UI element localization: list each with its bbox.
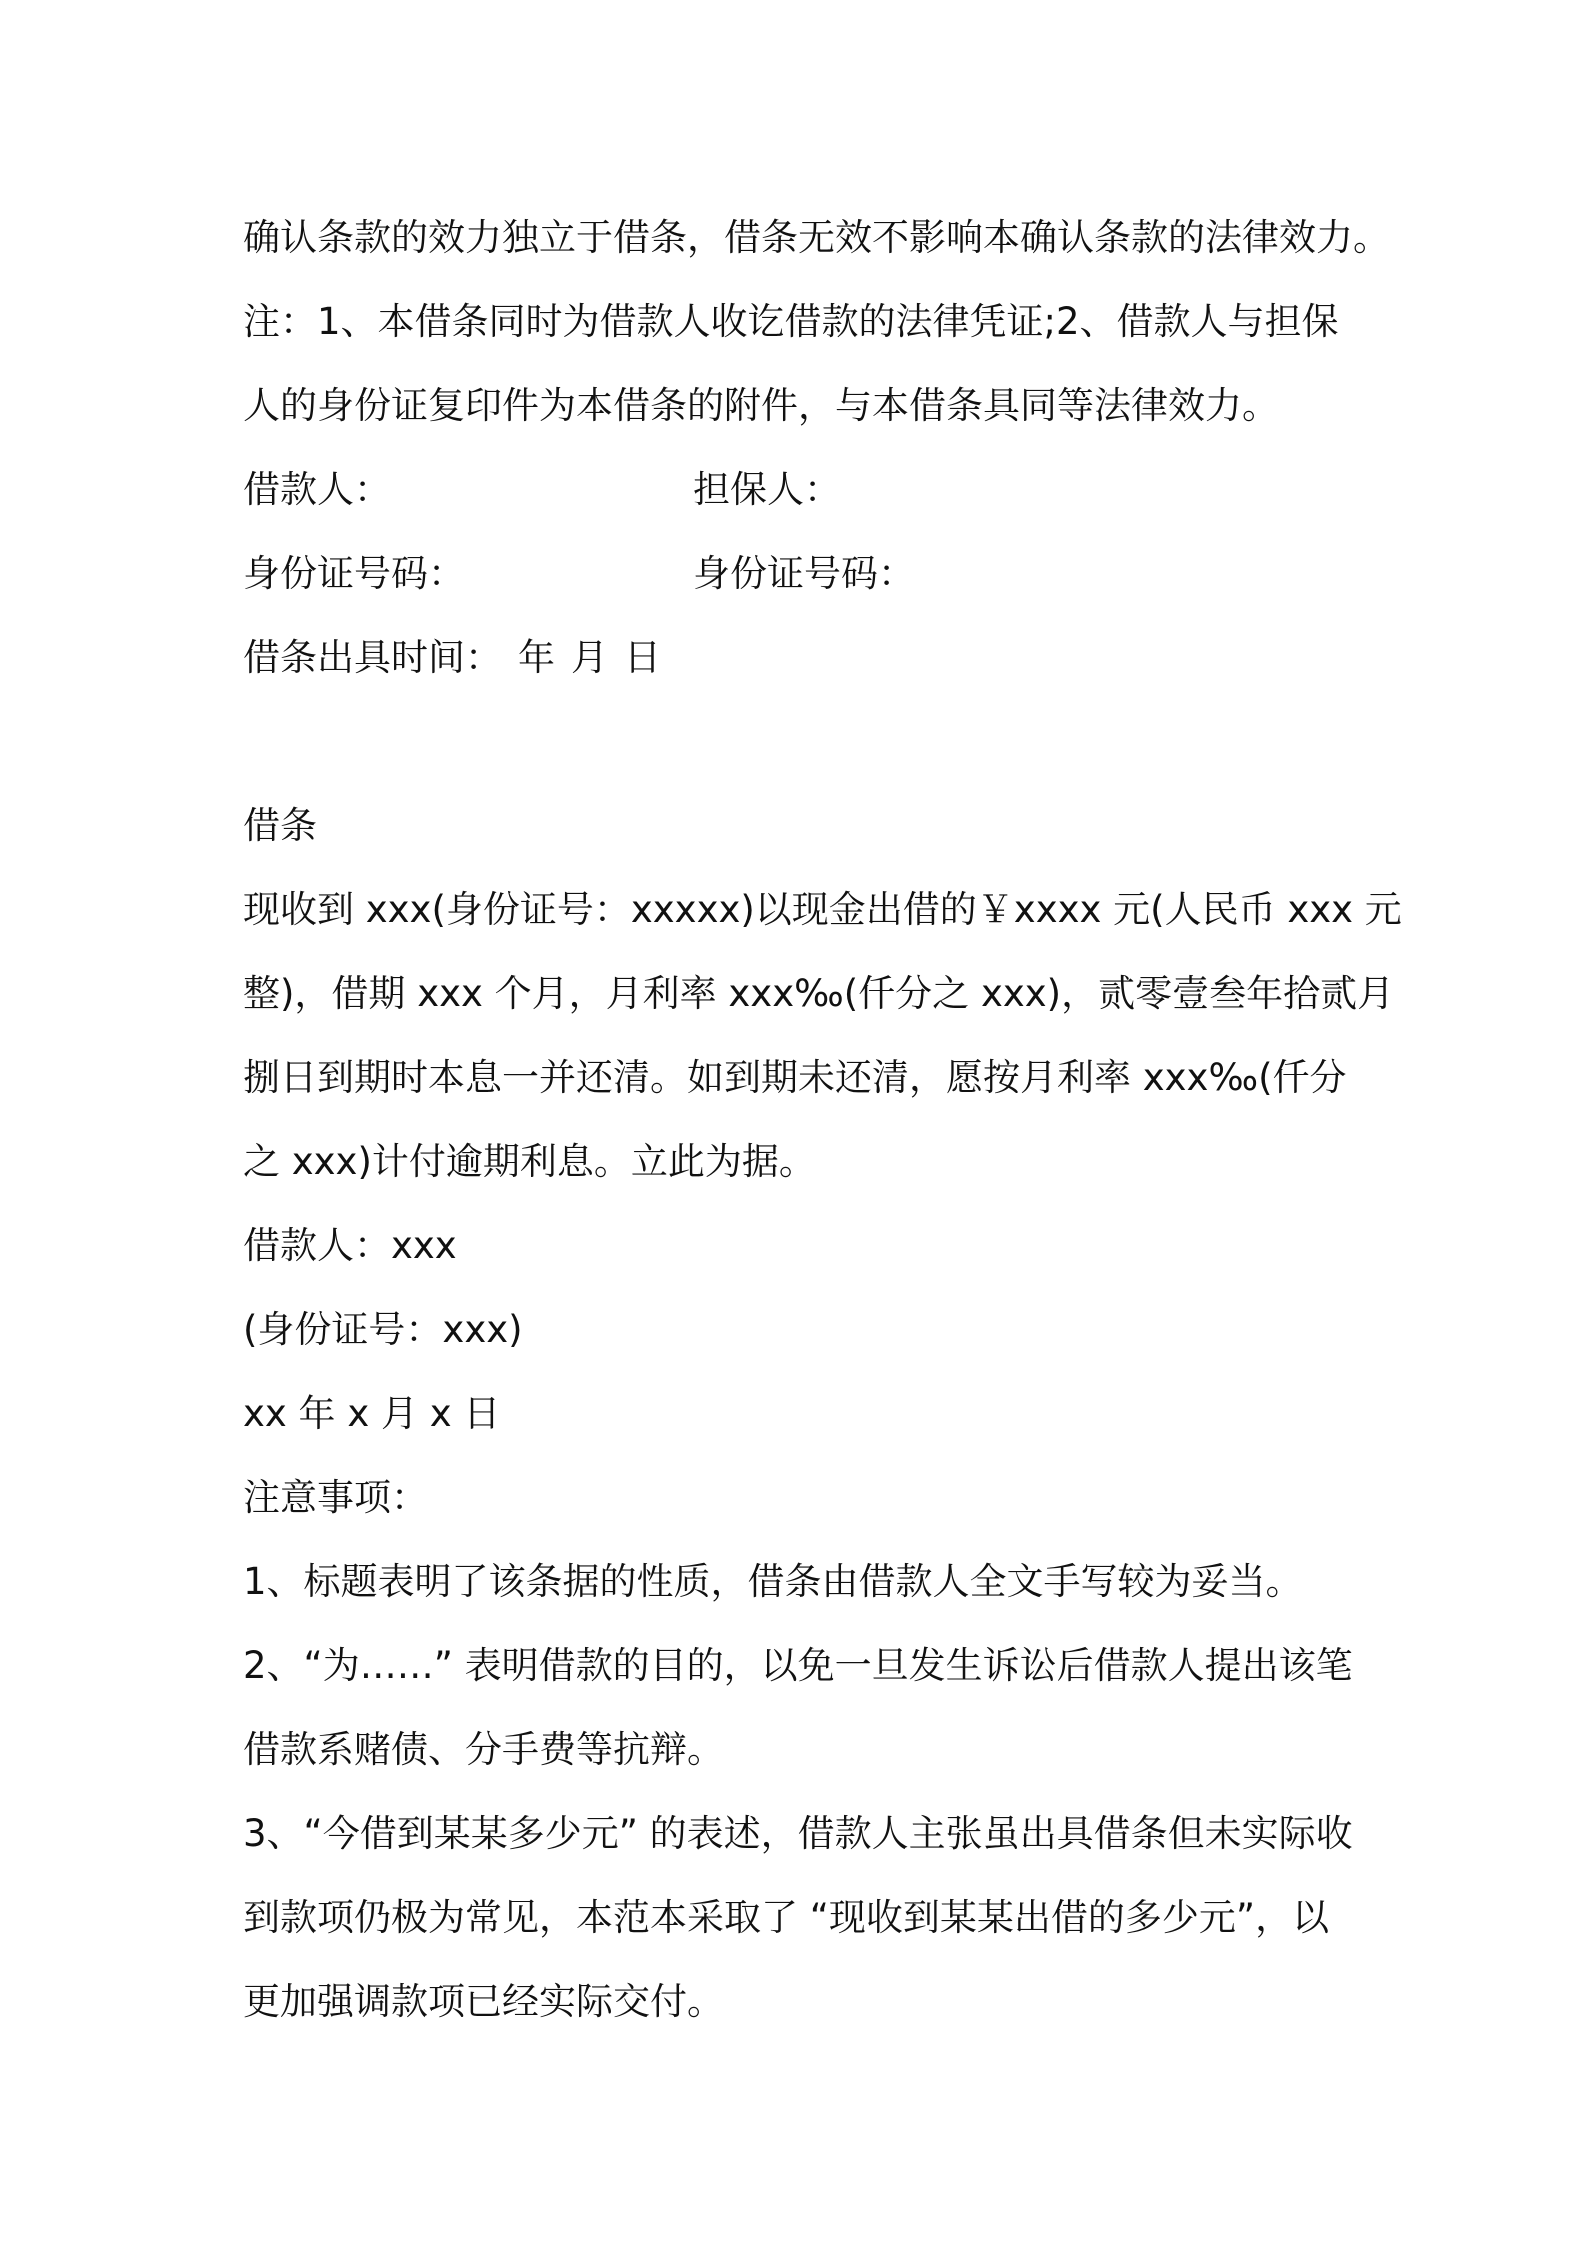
notes-title: 注意事项： (243, 1476, 428, 1519)
iou-borrower-line: 借款人：xxx (243, 1224, 457, 1267)
iou-body-line: 捌日到期时本息一并还清。如到期未还清，愿按月利率 xxx‰(仟分 (243, 1056, 1347, 1099)
notes-line: 3、“今借到某某多少元” 的表述，借款人主张虽出具借条但未实际收 (243, 1812, 1353, 1855)
section-gap (243, 700, 1413, 784)
guarantor-label: 担保人： (693, 468, 841, 511)
issue-time-year: 年 (518, 636, 555, 679)
iou-body-line: 现收到 xxx(身份证号：xxxxx)以现金出借的￥xxxx 元(人民币 xxx 元 (243, 888, 1402, 931)
notes-line: 更加强调款项已经实际交付。 (243, 1980, 724, 2023)
notes-line: 2、“为……” 表明借款的目的，以免一旦发生诉讼后借款人提出该笔 (243, 1644, 1353, 1687)
document-content (243, 196, 1413, 2044)
signature-row (243, 448, 1413, 532)
id-number-row (243, 532, 1413, 616)
borrower-id-label: 身份证号码： (243, 552, 465, 595)
paragraph-line: 人的身份证复印件为本借条的附件，与本借条具同等法律效力。 (243, 384, 1279, 427)
paragraph-line: 确认条款的效力独立于借条，借条无效不影响本确认条款的法律效力。 (243, 216, 1390, 259)
iou-body-line: 之 xxx)计付逾期利息。立此为据。 (243, 1140, 816, 1183)
notes-line: 借款系赌债、分手费等抗辩。 (243, 1728, 724, 1771)
issue-time-day: 日 (624, 636, 661, 679)
issue-time-line (243, 616, 1413, 700)
issue-time-month: 月 (571, 636, 608, 679)
paragraph-line: 注：1、本借条同时为借款人收讫借款的法律凭证;2、借款人与担保 (243, 300, 1339, 343)
borrower-label: 借款人： (243, 468, 391, 511)
iou-id-line: (身份证号：xxx) (243, 1308, 523, 1351)
iou-title: 借条 (243, 804, 317, 847)
notes-line: 到款项仍极为常见，本范本采取了 “现收到某某出借的多少元”，以 (243, 1896, 1330, 1939)
iou-date-line: xx 年 x 月 x 日 (243, 1392, 501, 1435)
notes-line: 1、标题表明了该条据的性质，借条由借款人全文手写较为妥当。 (243, 1560, 1303, 1603)
guarantor-id-label: 身份证号码： (693, 552, 915, 595)
issue-time-label: 借条出具时间： (243, 636, 502, 679)
iou-body-line: 整)，借期 xxx 个月，月利率 xxx‰(仟分之 xxx)，贰零壹叁年拾贰月 (243, 972, 1395, 1015)
